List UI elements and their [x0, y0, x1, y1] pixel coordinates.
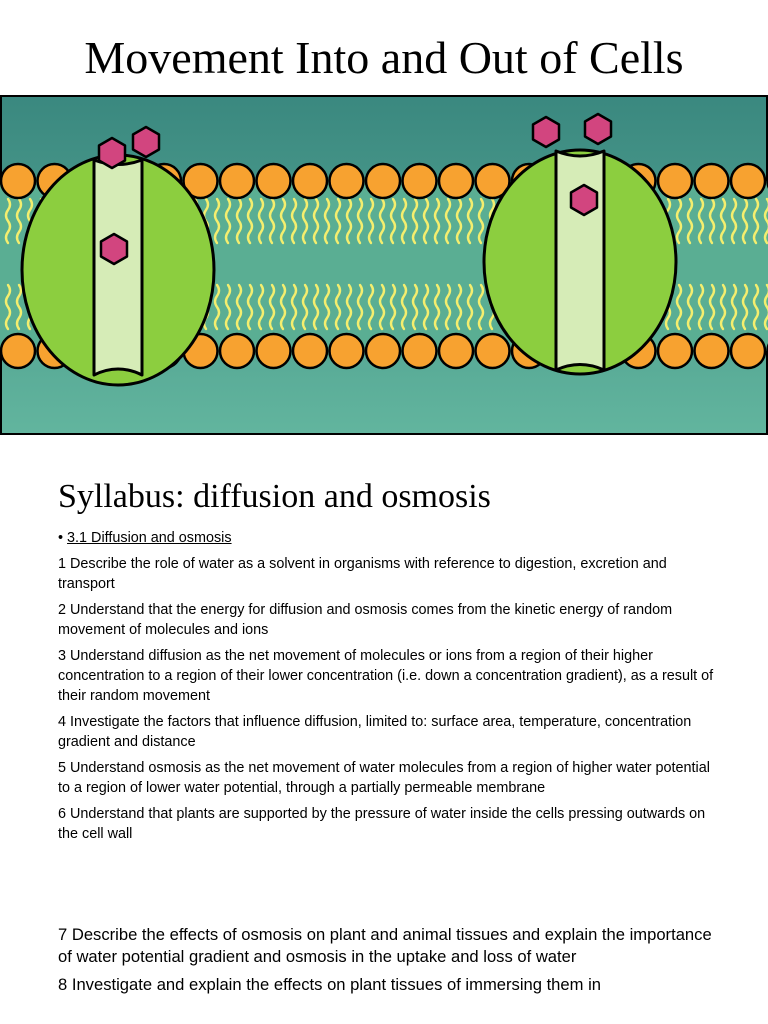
syllabus-item-1: 1 Describe the role of water as a solvent in organisms with reference to digestion, excretion and transport: [58, 556, 667, 592]
phospholipid-head: [403, 334, 437, 368]
syllabus-heading: Syllabus: diffusion and osmosis: [58, 478, 491, 515]
syllabus-list-continued: [58, 924, 718, 1002]
phospholipid-head: [366, 334, 400, 368]
phospholipid-head: [695, 334, 729, 368]
molecule-icon: [533, 117, 559, 147]
molecule-icon: [585, 114, 611, 144]
phospholipid-head: [293, 164, 327, 198]
phospholipid-head: [439, 334, 473, 368]
phospholipid-head: [1, 164, 35, 198]
bullet: •: [58, 530, 64, 546]
molecule-icon: [99, 138, 125, 168]
molecule-icon: [101, 234, 127, 264]
phospholipid-head: [366, 164, 400, 198]
phospholipid-head: [330, 334, 364, 368]
syllabus-item-6: 6 Understand that plants are supported by the pressure of water inside the cells pressing outwards on the cell wall: [58, 806, 706, 842]
phospholipid-head: [257, 164, 291, 198]
phospholipid-head: [330, 164, 364, 198]
syllabus-item-2: 2 Understand that the energy for diffusion and osmosis comes from the kinetic energy of random movement of molecules and ions: [58, 602, 673, 638]
phospholipid-head: [658, 164, 692, 198]
phospholipid-head: [1, 334, 35, 368]
phospholipid-head: [293, 334, 327, 368]
slide-title: Movement Into and Out of Cells: [84, 32, 684, 83]
syllabus-section: [58, 528, 718, 548]
channel-protein-left: [22, 155, 214, 385]
molecule-icon: [571, 185, 597, 215]
phospholipid-head: [476, 334, 510, 368]
phospholipid-head: [731, 334, 765, 368]
syllabus-item-3: 3 Understand diffusion as the net movement of molecules or ions from a region of their higher concentration to a region of their lower concentration (i.e. down a concentration gradient), as a result of their random movement: [58, 648, 714, 704]
syllabus-item-5: 5 Understand osmosis as the net movement of water molecules from a region of higher water potential to a region of lower water potential, through a partially permeable membrane: [58, 760, 710, 796]
phospholipid-head: [403, 164, 437, 198]
syllabus-item-4: 4 Investigate the factors that influence diffusion, limited to: surface area, temperature, concentration gradient and distance: [58, 714, 692, 750]
phospholipid-head: [220, 164, 254, 198]
molecule-icon: [133, 127, 159, 157]
cell-membrane-figure: [0, 95, 768, 435]
phospholipid-head: [257, 334, 291, 368]
phospholipid-head: [439, 164, 473, 198]
syllabus-item-8: 8 Investigate and explain the effects on plant tissues of immersing them in: [58, 975, 601, 994]
phospholipid-head: [731, 164, 765, 198]
phospholipid-head: [658, 334, 692, 368]
syllabus-list: [58, 528, 718, 850]
phospholipid-head: [695, 164, 729, 198]
syllabus-item-7: 7 Describe the effects of osmosis on plant and animal tissues and explain the importance of water potential gradient and osmosis in the uptake and loss of water: [58, 925, 712, 966]
phospholipid-head: [220, 334, 254, 368]
channel-protein-right: [484, 150, 676, 374]
section-label: 3.1 Diffusion and osmosis: [67, 530, 232, 546]
